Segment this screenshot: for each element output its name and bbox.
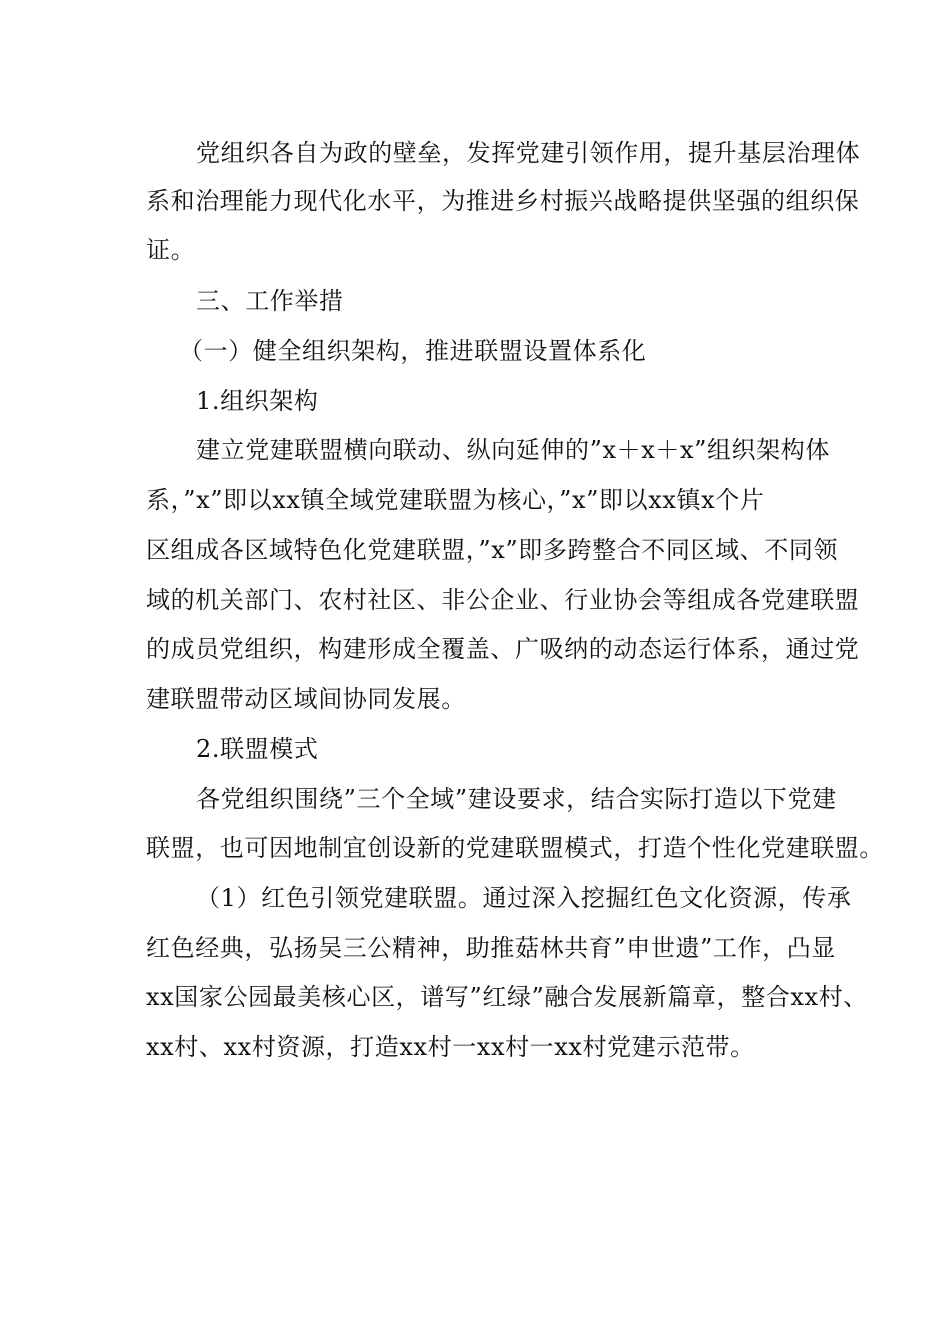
paragraph-line: 证。: [146, 236, 196, 264]
subsection-heading: （一）健全组织架构，推进联盟设置体系化: [179, 337, 647, 365]
paragraph-line: 建立党建联盟横向联动、纵向延伸的”x＋x＋x”组织架构体: [196, 436, 830, 464]
item-heading: 1.组织架构: [196, 387, 319, 415]
item-heading: 2.联盟模式: [196, 735, 319, 763]
paragraph-line: （1）红色引领党建联盟。通过深入挖掘红色文化资源，传承: [196, 884, 852, 912]
paragraph-line: 系，”x”即以xx镇全域党建联盟为核心，”x”即以xx镇x个片: [146, 486, 765, 514]
paragraph-line: 各党组织围绕”三个全域”建设要求，结合实际打造以下党建: [196, 785, 837, 813]
paragraph-line: 联盟，也可因地制宜创设新的党建联盟模式，打造个性化党建联盟。: [146, 834, 884, 862]
paragraph-line: 域的机关部门、农村社区、非公企业、行业协会等组成各党建联盟: [146, 586, 860, 614]
paragraph-line: 的成员党组织，构建形成全覆盖、广吸纳的动态运行体系，通过党: [146, 635, 860, 663]
paragraph-line: 红色经典，弘扬吴三公精神，助推菇林共育”申世遗”工作，凸显: [146, 934, 836, 962]
section-heading: 三、工作举措: [196, 287, 344, 315]
paragraph-line: xx国家公园最美核心区，谱写”红绿”融合发展新篇章，整合xx村、: [146, 983, 868, 1011]
paragraph-line: 区组成各区域特色化党建联盟，”x”即多跨整合不同区域、不同领: [146, 536, 839, 564]
paragraph-line: xx村、xx村资源，打造xx村一xx村一xx村党建示范带。: [146, 1033, 755, 1061]
paragraph-line: 党组织各自为政的壁垒，发挥党建引领作用，提升基层治理体: [196, 139, 861, 167]
paragraph-line: 系和治理能力现代化水平，为推进乡村振兴战略提供坚强的组织保: [146, 187, 860, 215]
paragraph-line: 建联盟带动区域间协同发展。: [146, 685, 466, 713]
